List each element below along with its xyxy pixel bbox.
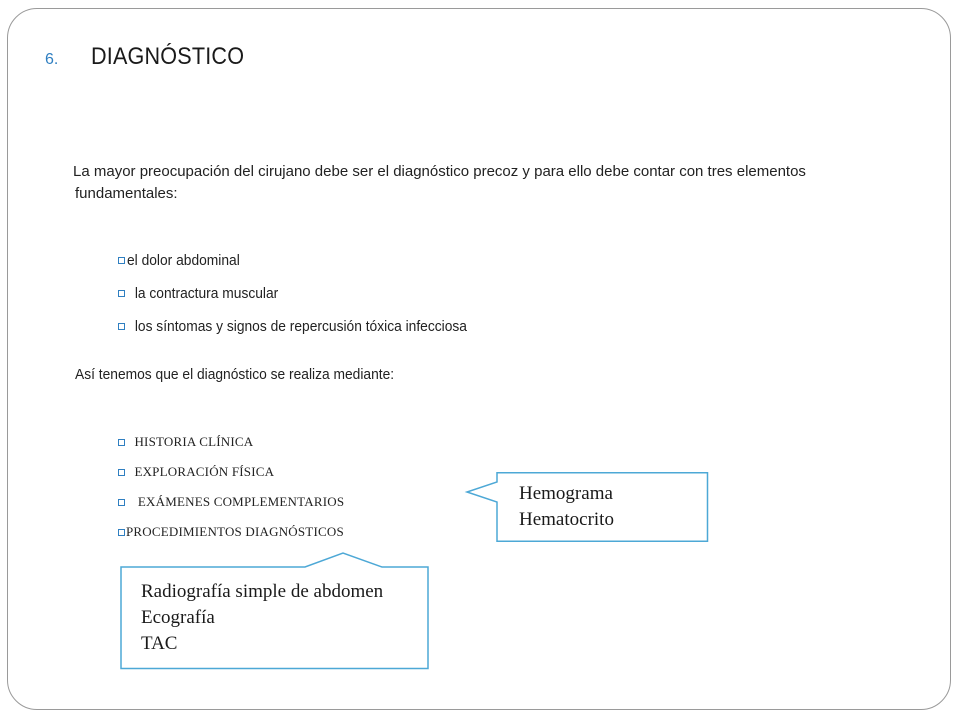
list-item-label: EXPLORACIÓN FÍSICA xyxy=(131,464,275,479)
callout-line: Hematocrito xyxy=(519,509,614,530)
callout-lab-tests xyxy=(466,472,709,542)
callout-imaging-text xyxy=(141,579,383,657)
list-item xyxy=(118,427,344,457)
intro-line-2: fundamentales: xyxy=(75,185,178,202)
elements-list xyxy=(118,244,496,343)
square-bullet-icon xyxy=(118,323,125,330)
square-bullet-icon xyxy=(118,257,125,264)
list-item xyxy=(118,517,344,547)
title-text: DIAGNÓSTICO xyxy=(91,43,245,70)
callout-line: Hemograma xyxy=(519,483,613,504)
methods-intro xyxy=(75,366,422,383)
square-bullet-icon xyxy=(118,439,125,446)
callout-line: TAC xyxy=(141,633,178,654)
intro-line-1: La mayor preocupación del cirujano debe ser el diagnóstico precoz y para ello debe contar con tres elementos xyxy=(73,163,806,180)
methods-intro-text: Así tenemos que el diagnóstico se realiza mediante: xyxy=(75,366,395,383)
square-bullet-icon xyxy=(118,529,125,536)
methods-list xyxy=(118,427,344,547)
callout-lab-tests-text xyxy=(519,481,614,533)
list-item xyxy=(118,277,496,310)
slide-title xyxy=(45,43,261,71)
list-item xyxy=(118,457,344,487)
title-number: 6. xyxy=(45,51,59,68)
intro-paragraph xyxy=(73,161,853,205)
callout-line: Ecografía xyxy=(141,607,215,628)
list-item-label: el dolor abdominal xyxy=(127,252,240,269)
list-item xyxy=(118,310,496,343)
list-item xyxy=(118,244,496,277)
list-item-label: PROCEDIMIENTOS DIAGNÓSTICOS xyxy=(126,524,344,539)
square-bullet-icon xyxy=(118,290,125,297)
square-bullet-icon xyxy=(118,469,125,476)
list-item-label: la contractura muscular xyxy=(131,285,279,302)
list-item xyxy=(118,487,344,517)
callout-imaging xyxy=(120,552,430,670)
square-bullet-icon xyxy=(118,499,125,506)
list-item-label: los síntomas y signos de repercusión tóxica infecciosa xyxy=(131,318,467,335)
callout-line: Radiografía simple de abdomen xyxy=(141,581,384,602)
list-item-label: HISTORIA CLÍNICA xyxy=(131,434,254,449)
list-item-label: EXÁMENES COMPLEMENTARIOS xyxy=(131,494,345,509)
